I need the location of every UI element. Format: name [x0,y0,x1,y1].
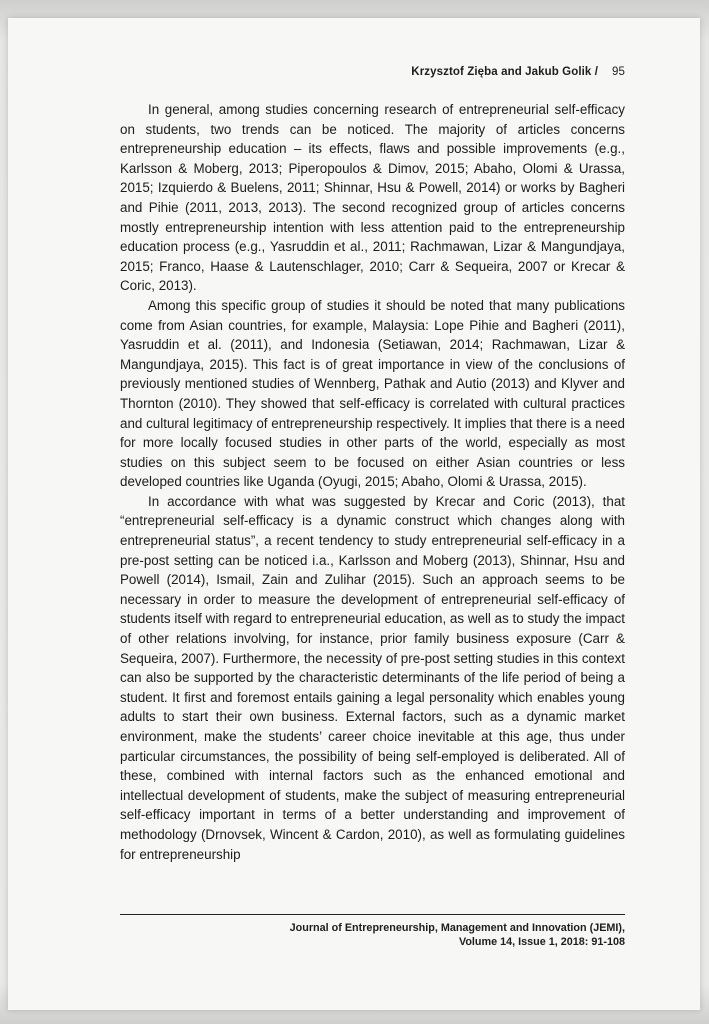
journal-volume: Volume 14, Issue 1, 2018: 91-108 [458,936,625,948]
footer-divider [120,914,625,915]
journal-name: Journal of Entrepreneurship, Management and Innovation (JEMI), [289,922,625,934]
running-header [120,66,625,78]
paragraph-2: Among this specific group of studies it should be noted that many publications come from Asian countries, for example, Malaysia: Lope Pihie and Bagheri (2011), Yasruddin et al. (2011), and Indonesia (Setiawan, 2014; Rachmawan, Lizar & Mangundjaya, 2015). This fact is of great importance in view of the conclusions of previously mentioned studies of Wennberg, Pathak and Autio (2013) and Klyver and Thornton (2010). They showed that self-efficacy is correlated with cultural practices and cultural legitimacy of entrepreneurship respectively. It implies that there is a need for more locally focused studies in other parts of the world, especially as most studies on this subject seem to be focused on either Asian countries or less developed countries like Uganda (Oyugi, 2015; Abaho, Olomi & Urassa, 2015). [120,297,625,490]
body-text [120,100,625,864]
journal-footer [120,921,625,949]
header-authors: Krzysztof Zięba and Jakub Golik / [411,66,598,78]
paragraph-1: In general, among studies concerning research of entrepreneurial self-efficacy on students, two trends can be noticed. The majority of articles concerns entrepreneurship education – its effects, flaws and possible improvements (e.g., Karlsson & Moberg, 2013; Piperopoulos & Dimov, 2015; Abaho, Olomi & Urassa, 2015; Izquierdo & Buelens, 2011; Shinnar, Hsu & Powell, 2014) or works by Bagheri and Pihie (2011, 2013, 2013). The second recognized group of articles concerns mostly entrepreneurship intention with less attention paid to the entrepreneurship education process (e.g., Yasruddin et al., 2011; Rachmawan, Lizar & Mangundjaya, 2015; Franco, Haase & Lautenschlager, 2010; Carr & Sequeira, 2007 or Krecar & Coric, 2013). [120,102,625,294]
paragraph-3: In accordance with what was suggested by Krecar and Coric (2013), that “entrepreneurial self-efficacy is a dynamic construct which changes along with entrepreneurial status”, a recent tendency to study entrepreneurial self-efficacy in a pre-post setting can be noticed i.a., Karlsson and Moberg (2013), Shinnar, Hsu and Powell (2014), Ismail, Zain and Zulihar (2015). Such an approach seems to be necessary in order to measure the development of entrepreneurial self-efficacy of students itself with regard to entrepreneurial education, as well as to study the impact of other relations involving, for instance, prior family business exposure (Carr & Sequeira, 2007). Furthermore, the necessity of pre-post setting studies in this context can also be supported by the characteristic determinants of the life period of being a student. It first and foremost entails gaining a legal personality which enables young adults to start their own business. External factors, such as a dynamic market environment, make the students’ career choice inevitable at this age, thus under particular circumstances, the possibility of being self-employed is deliberated. All of these, combined with internal factors such as the enhanced emotional and intellectual development of students, make the subject of measuring entrepreneurial self-efficacy important in terms of a better understanding and improvement of methodology (Drnovsek, Wincent & Cardon, 2010), as well as formulating guidelines for entrepreneurship [120,493,625,862]
document-page [8,18,700,1010]
page-number: 95 [612,66,625,78]
